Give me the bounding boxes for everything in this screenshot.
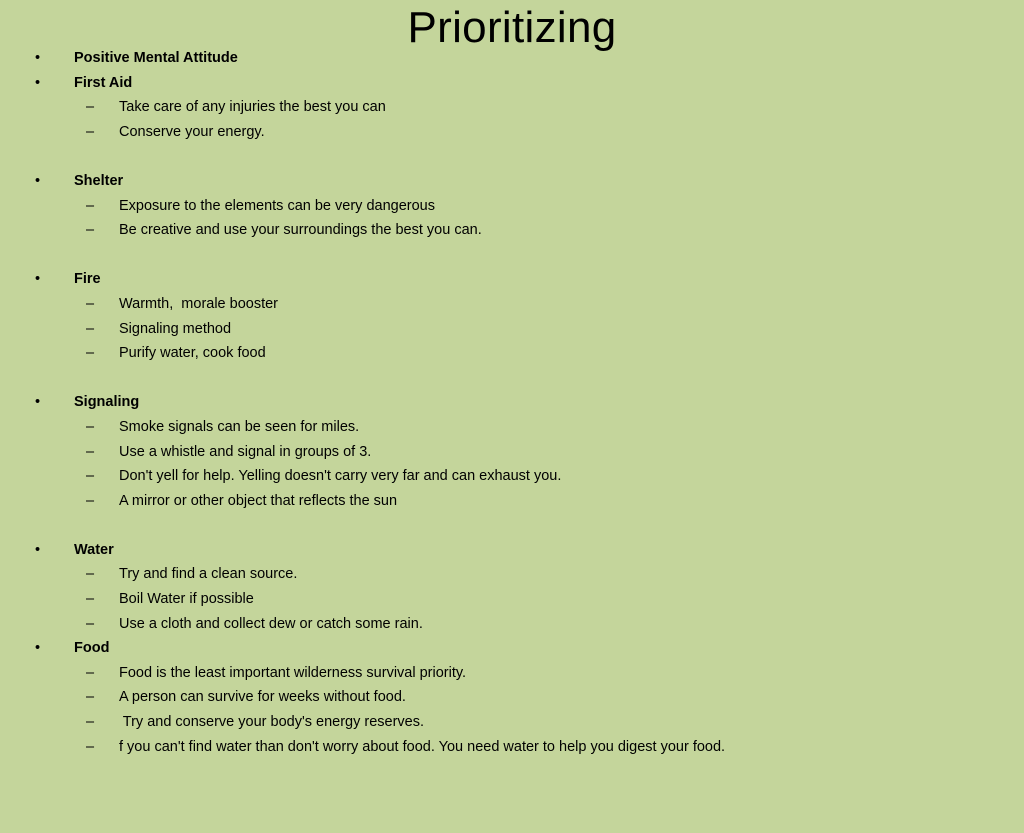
dash-icon: – bbox=[86, 123, 95, 140]
dash-icon: – bbox=[86, 591, 95, 608]
sub-item-text: Smoke signals can be seen for miles. bbox=[119, 418, 360, 435]
sub-item-text: Don't yell for help. Yelling doesn't carry very far and can exhaust you. bbox=[119, 468, 562, 485]
bullet-icon: • bbox=[35, 541, 41, 558]
bullet-heading: Food bbox=[74, 640, 110, 657]
dash-icon: – bbox=[86, 295, 95, 312]
bullet-heading: Signaling bbox=[74, 394, 140, 411]
sub-item bbox=[0, 218, 1024, 243]
sub-item bbox=[0, 562, 1024, 587]
bullet-heading: First Aid bbox=[74, 74, 133, 91]
sub-item bbox=[0, 464, 1024, 489]
dash-icon: – bbox=[86, 468, 95, 485]
dash-icon: – bbox=[86, 418, 95, 435]
bullet-heading: Water bbox=[74, 541, 114, 558]
dash-icon: – bbox=[86, 99, 95, 116]
bullet-item bbox=[0, 538, 1024, 563]
sub-item bbox=[0, 95, 1024, 120]
bullet-icon: • bbox=[35, 271, 41, 288]
bullet-icon: • bbox=[35, 640, 41, 657]
dash-icon: – bbox=[86, 345, 95, 362]
sub-item-text: Use a cloth and collect dew or catch some rain. bbox=[119, 615, 423, 632]
dash-icon: – bbox=[86, 566, 95, 583]
sub-item-text: Take care of any injuries the best you can bbox=[119, 99, 386, 116]
sub-item bbox=[0, 710, 1024, 735]
bullet-icon: • bbox=[35, 74, 41, 91]
sub-item-text: Try and find a clean source. bbox=[119, 566, 298, 583]
bullet-item bbox=[0, 169, 1024, 194]
sub-item bbox=[0, 661, 1024, 686]
sub-item bbox=[0, 194, 1024, 219]
sub-item bbox=[0, 317, 1024, 342]
bullet-icon: • bbox=[35, 50, 41, 66]
dash-icon: – bbox=[86, 197, 95, 214]
sub-item bbox=[0, 735, 1024, 760]
sub-item-text: f you can't find water than don't worry about food. You need water to help you digest your food. bbox=[119, 738, 726, 755]
slide-body bbox=[0, 46, 1024, 759]
bullet-icon: • bbox=[35, 172, 41, 189]
bullet-item bbox=[0, 267, 1024, 292]
sub-item-text: Boil Water if possible bbox=[119, 591, 254, 608]
bullet-heading: Positive Mental Attitude bbox=[74, 50, 238, 66]
bullet-item bbox=[0, 46, 1024, 71]
sub-item bbox=[0, 685, 1024, 710]
spacer bbox=[0, 513, 1024, 538]
spacer bbox=[0, 144, 1024, 169]
sub-item bbox=[0, 415, 1024, 440]
sub-item bbox=[0, 587, 1024, 612]
dash-icon: – bbox=[86, 664, 95, 681]
sub-item bbox=[0, 440, 1024, 465]
dash-icon: – bbox=[86, 615, 95, 632]
sub-item-text: Be creative and use your surroundings the best you can. bbox=[119, 222, 482, 239]
sub-item-text: Use a whistle and signal in groups of 3. bbox=[119, 443, 372, 460]
dash-icon: – bbox=[86, 738, 95, 755]
sub-item bbox=[0, 120, 1024, 145]
sub-item-text: A person can survive for weeks without food. bbox=[119, 689, 406, 706]
sub-item-text: Signaling method bbox=[119, 320, 232, 337]
sub-item bbox=[0, 612, 1024, 637]
sub-item-text: A mirror or other object that reflects the sun bbox=[119, 492, 398, 509]
dash-icon: – bbox=[86, 492, 95, 509]
dash-icon: – bbox=[86, 714, 95, 731]
dash-icon: – bbox=[86, 320, 95, 337]
sub-item-text: Conserve your energy. bbox=[119, 123, 265, 140]
bullet-item bbox=[0, 636, 1024, 661]
spacer bbox=[0, 366, 1024, 391]
sub-item-text: Warmth, morale booster bbox=[119, 295, 279, 312]
bullet-item bbox=[0, 390, 1024, 415]
dash-icon: – bbox=[86, 222, 95, 239]
sub-item bbox=[0, 489, 1024, 514]
bullet-heading: Fire bbox=[74, 271, 101, 288]
sub-item-text: Food is the least important wilderness survival priority. bbox=[119, 664, 467, 681]
spacer bbox=[0, 243, 1024, 268]
sub-item bbox=[0, 341, 1024, 366]
sub-item-text: Purify water, cook food bbox=[119, 345, 266, 362]
sub-item-text: Exposure to the elements can be very dangerous bbox=[119, 197, 435, 214]
sub-item bbox=[0, 292, 1024, 317]
dash-icon: – bbox=[86, 689, 95, 706]
bullet-item bbox=[0, 71, 1024, 96]
bullet-icon: • bbox=[35, 394, 41, 411]
slide-title: Prioritizing bbox=[407, 3, 617, 52]
bullet-heading: Shelter bbox=[74, 172, 124, 189]
dash-icon: – bbox=[86, 443, 95, 460]
sub-item-text: Try and conserve your body's energy reserves. bbox=[119, 714, 424, 731]
